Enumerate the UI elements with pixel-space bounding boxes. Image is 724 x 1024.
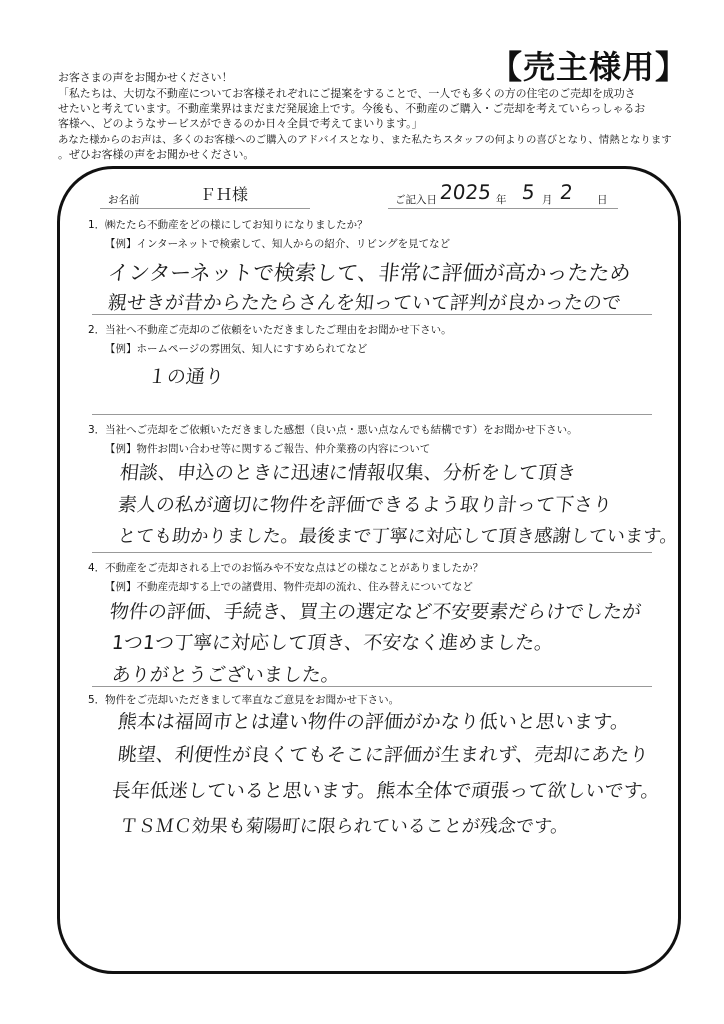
question-4-example: 【例】不動産売却する上での諸費用、物件売却の流れ、住み替えについてなど: [105, 581, 473, 593]
question-3-example: 【例】物件お問い合わせ等に関するご報告、仲介業務の内容について: [105, 443, 431, 455]
answer-5-line: 眺望、利便性が良くてもそこに評価が生まれず、売却にあたり: [116, 744, 650, 766]
question-1: 1．㈱たたら不動産をどの様にしてお知りになりましたか？: [88, 219, 368, 231]
intro-line: 。ぜひお客様の声をお聞かせください。: [58, 148, 255, 161]
answer-1-line: 親せきが昔からたたらさんを知っていて評判が良かったので: [106, 292, 623, 314]
answer-3-line: 素人の私が適切に物件を評価できるよう取り計って下さり: [116, 494, 614, 516]
ruled-line: [92, 552, 652, 553]
answer-4-line: 物件の評価、手続き、買主の選定など不安要素だらけでしたが: [108, 601, 643, 623]
question-1-example: 【例】インターネットで検索して、知人からの紹介、リビングを見てなど: [105, 238, 451, 250]
date-label: ご記入日: [395, 194, 437, 206]
day-unit: 日: [597, 194, 608, 206]
intro-line: せたいと考えています。不動産業界はまだまだ発展途上です。今後も、不動産のご購入・ご売却を考えていらっしゃるお: [58, 102, 646, 115]
intro-line: お客さまの声をお聞かせください！: [58, 71, 233, 84]
question-2-example: 【例】ホームページの雰囲気、知人にすすめられてなど: [105, 343, 368, 355]
page-tag: 【売主様用】: [490, 48, 689, 86]
answer-4-line: ありがとうございました。: [110, 664, 342, 686]
month-unit: 月: [542, 194, 553, 206]
question-3: 3．当社へご売却をご依頼いただきました感想（良い点・悪い点なんでも結構です）をお聞かせ下さい。: [88, 424, 578, 436]
date-year: 2025: [438, 180, 493, 204]
date-underline: [388, 208, 618, 209]
answer-1-line: インターネットで検索して、非常に評価が高かったため: [106, 261, 632, 285]
ruled-line: [92, 414, 652, 415]
intro-line: あなた様からのお声は、多くのお客様へのご購入のアドバイスとなり、また私たちスタッフの何よりの喜びとなり、情熱となります: [58, 134, 672, 146]
ruled-line: [92, 314, 652, 315]
year-unit: 年: [496, 194, 507, 206]
question-2: 2．当社へ不動産ご売却のご依頼をいただきましたご理由をお聞かせ下さい。: [88, 324, 452, 336]
answer-5-line: 熊本は福岡市とは違い物件の評価がかなり低いと思います。: [116, 711, 631, 733]
answer-5-line: ＴＳＭＣ効果も菊陽町に限られていることが残念です。: [118, 816, 570, 837]
answer-3-line: とても助かりました。最後まで丁寧に対応して頂き感謝しています。: [116, 526, 679, 547]
answer-4-line: 1つ1つ丁寧に対応して頂き、不安なく進めました。: [110, 632, 555, 654]
question-4: 4．不動産をご売却される上でのお悩みや不安な点はどの様なことがありましたか？: [88, 562, 484, 574]
answer-3-line: 相談、申込のときに迅速に情報収集、分析をして頂き: [118, 462, 578, 484]
intro-line: 客様へ、どのようなサービスができるのか日々全員で考えてまいります。」: [58, 117, 423, 130]
name-value: ＦＨ様: [200, 185, 249, 204]
answer-2-line: １の通り: [146, 366, 226, 388]
name-label: お名前: [108, 194, 140, 206]
name-underline: [100, 208, 310, 209]
date-day: 2: [558, 180, 574, 204]
ruled-line: [92, 686, 652, 687]
date-month: 5: [520, 180, 536, 204]
question-5: 5．物件をご売却いただきまして率直なご意見をお聞かせ下さい。: [88, 694, 400, 706]
intro-line: 「私たちは、大切な不動産についてお客様それぞれにご提案をすることで、一人でも多くの方の住宅のご売却を成功さ: [58, 87, 636, 100]
answer-5-line: 長年低迷していると思います。熊本全体で頑張って欲しいです。: [110, 780, 661, 802]
